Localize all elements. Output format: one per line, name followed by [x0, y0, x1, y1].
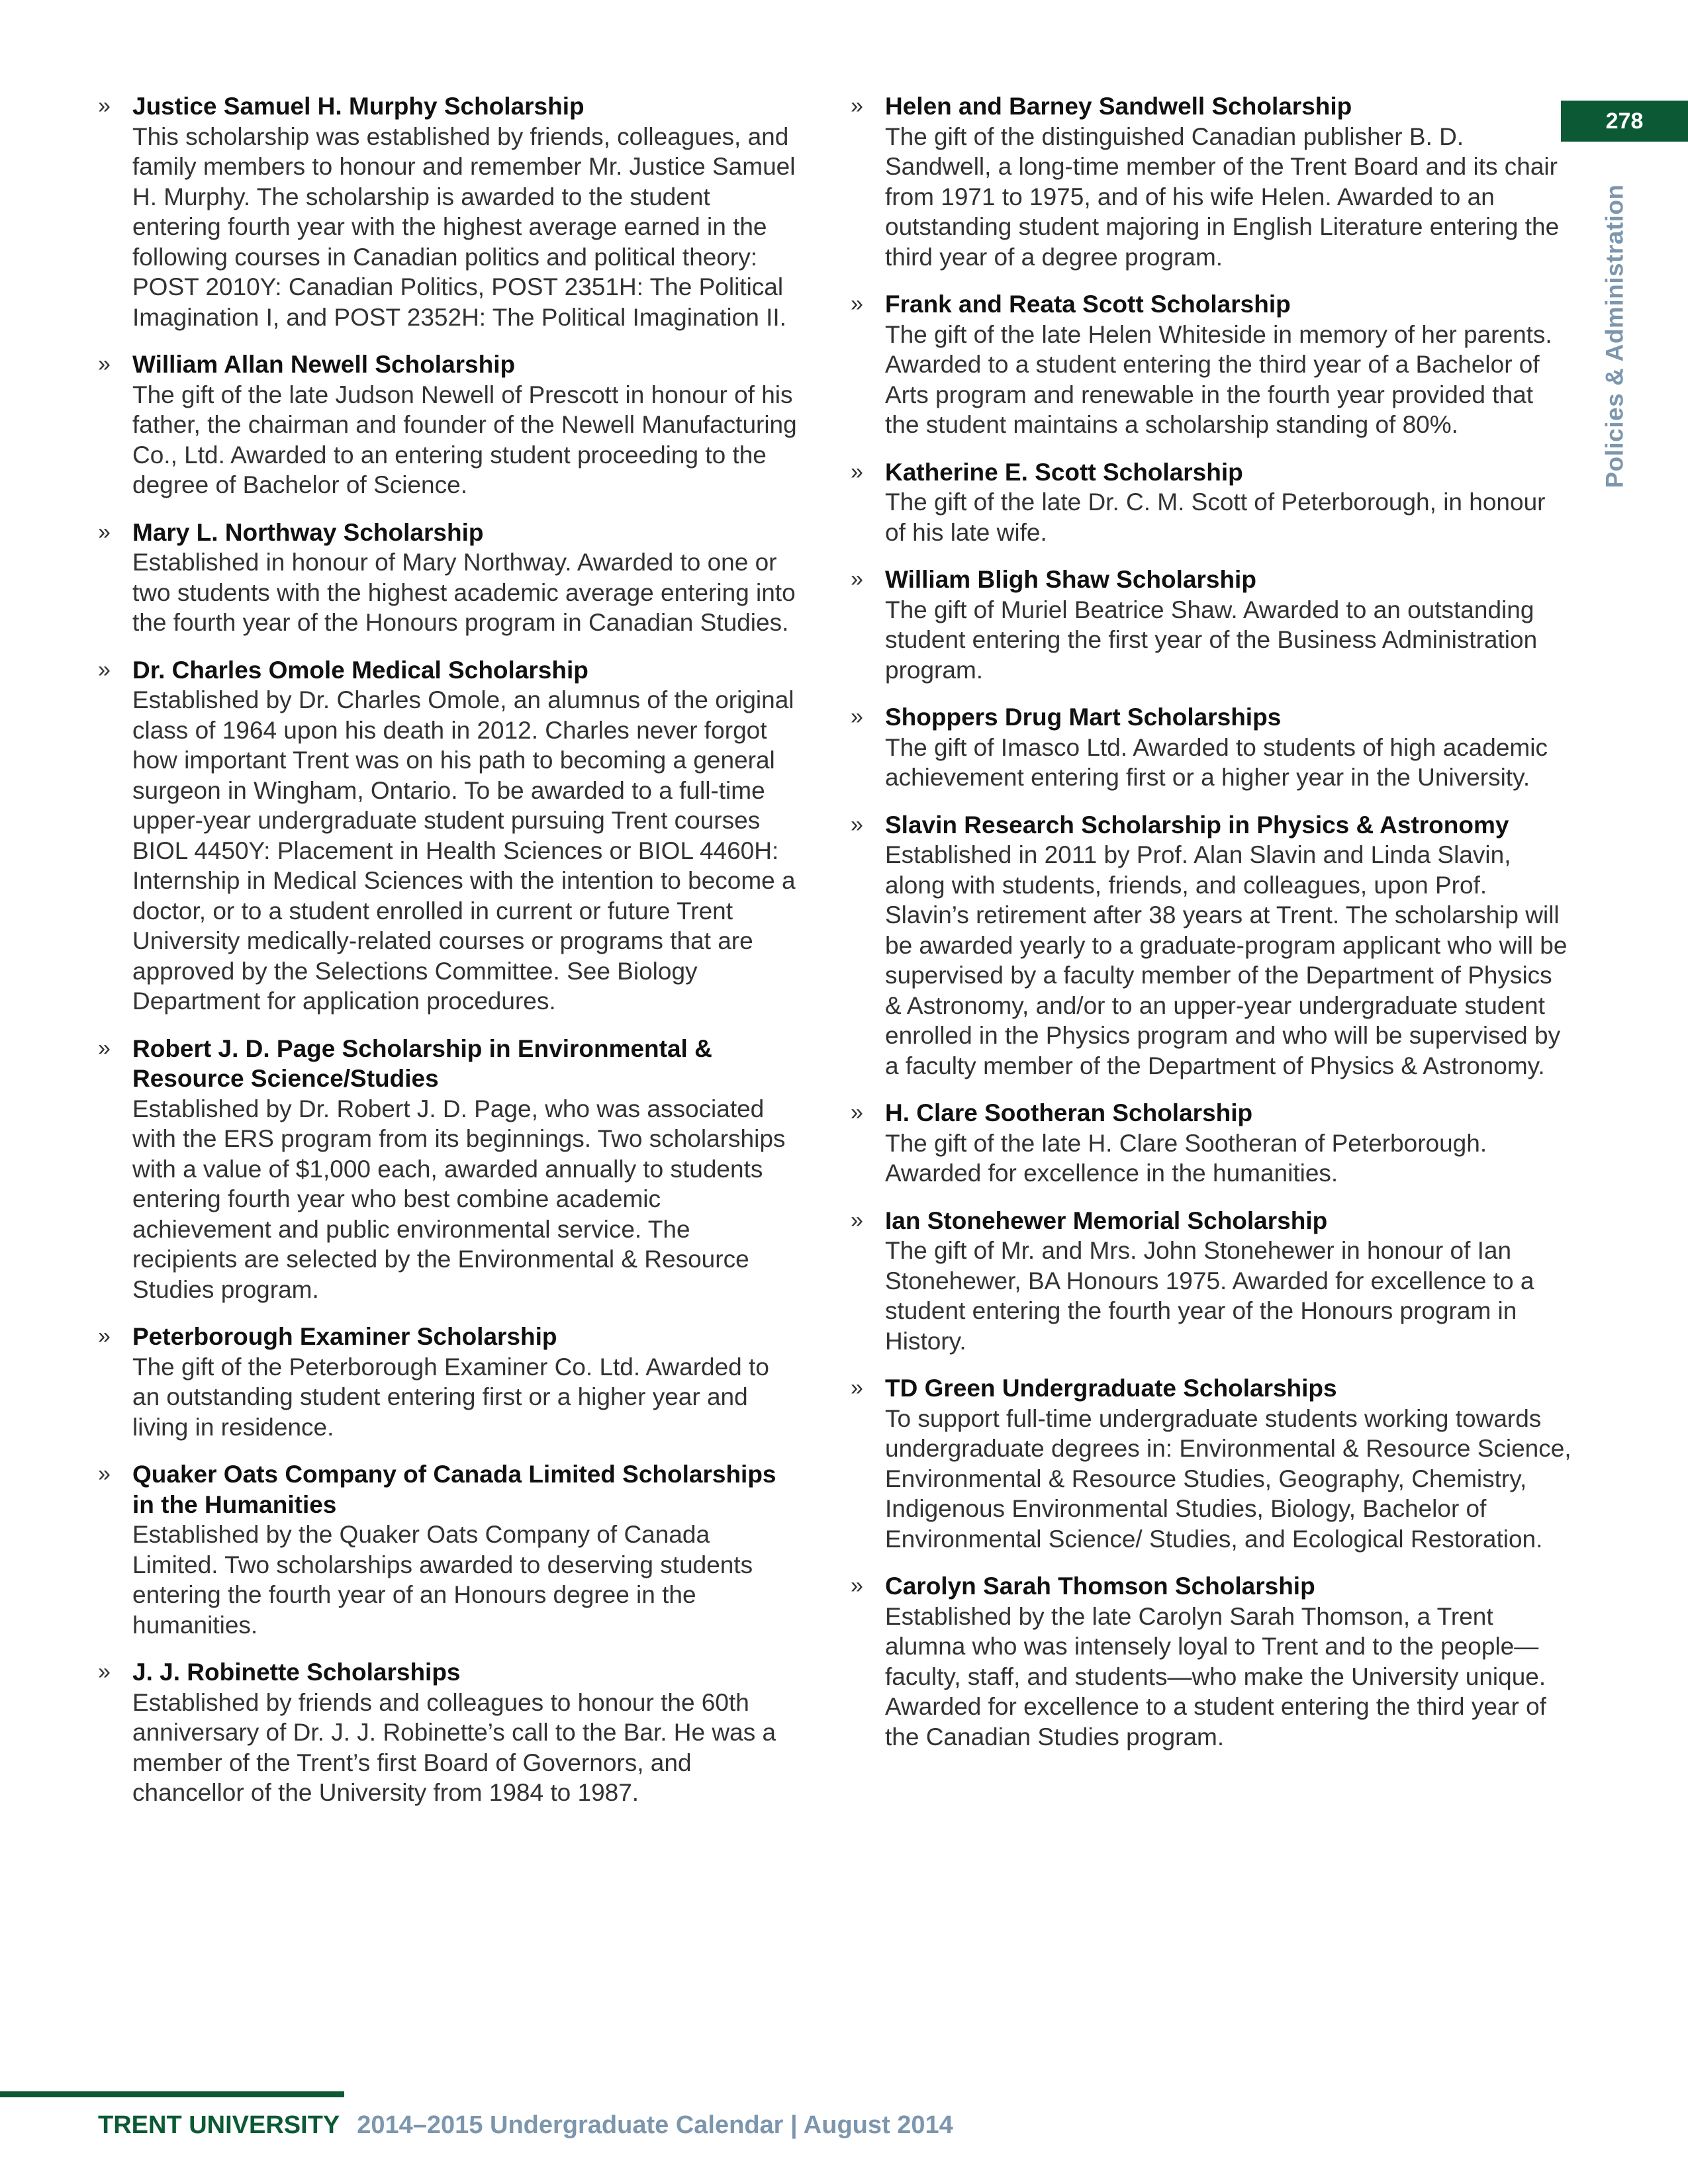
scholarship-entry: [98, 655, 800, 1017]
left-column: [98, 91, 800, 1825]
scholarship-description: The gift of Muriel Beatrice Shaw. Awarded to an outstanding student entering the first year of the Business Administration program.: [885, 596, 1538, 684]
bullet-marker: »: [851, 93, 863, 118]
scholarship-entry: [851, 810, 1572, 1081]
scholarship-title: Helen and Barney Sandwell Scholarship: [885, 93, 1352, 120]
scholarship-entry: [851, 1571, 1572, 1752]
bullet-marker: »: [98, 351, 111, 377]
bullet-marker: »: [851, 704, 863, 729]
scholarship-entry: [98, 1657, 800, 1808]
footer-rule: [0, 2091, 344, 2097]
scholarship-title: Frank and Reata Scott Scholarship: [885, 291, 1291, 318]
scholarship-entry: [851, 1098, 1572, 1189]
scholarship-entry: [98, 1034, 800, 1305]
scholarship-description: The gift of the late Helen Whiteside in memory of her parents. Awarded to a student entering the third year of a Bachelor of Arts program and renewable in the fourth year provided that the student maintains a scholarship standing of 80%.: [885, 320, 1552, 438]
scholarship-description: The gift of the distinguished Canadian publisher B. D. Sandwell, a long-time member of the Trent Board and its chair from 1971 to 1975, and of his wife Helen. Awarded to an outstanding student majoring in English Literature entering the third year of a degree program.: [885, 122, 1560, 271]
scholarship-title: Mary L. Northway Scholarship: [132, 518, 484, 546]
scholarship-title: H. Clare Sootheran Scholarship: [885, 1099, 1253, 1126]
scholarship-entry: [98, 349, 800, 500]
bullet-marker: »: [98, 1461, 111, 1486]
scholarship-description: Established in 2011 by Prof. Alan Slavin and Linda Slavin, along with students, friends, and colleagues, upon Prof. Slavin’s retirement after 38 years at Trent. The scholarship will be awarded yearly to a graduate-program applicant who will be supervised by a faculty member of the Department of Physics & Astronomy, and/or to an upper-year undergraduate student enrolled in the Physics program and who will be supervised by a faculty member of the Department of Physics & Astronomy.: [885, 841, 1568, 1079]
section-tab: [1575, 171, 1655, 502]
scholarship-description: To support full-time undergraduate students working towards undergraduate degrees in: Environmental & Resource Science, Environmental & Resource Studies, Geography, Chemistry, Indigenous Environmental Studies, Biology, Bachelor of Environmental Science/ Studies, and Ecological Restoration.: [885, 1404, 1571, 1553]
scholarship-description: This scholarship was established by friends, colleagues, and family members to honour and remember Mr. Justice Samuel H. Murphy. The scholarship is awarded to the student entering fourth year with the highest average earned in the following courses in Canadian politics and political theory: POST 2010Y: Canadian Politics, POST 2351H: The Political Imagination I, and POST 2352H: The Political Imagination II.: [132, 122, 796, 331]
bullet-marker: »: [98, 1659, 111, 1684]
scholarship-title: Shoppers Drug Mart Scholarships: [885, 704, 1282, 731]
scholarship-title: Dr. Charles Omole Medical Scholarship: [132, 656, 588, 684]
bullet-marker: »: [98, 93, 111, 118]
scholarship-entry: [851, 289, 1572, 440]
scholarship-entry: [851, 1373, 1572, 1554]
bullet-marker: »: [851, 1207, 863, 1233]
footer-calendar: 2014–2015 Undergraduate Calendar | August 2014: [357, 2111, 953, 2139]
bullet-marker: »: [851, 567, 863, 592]
bullet-marker: »: [851, 1573, 863, 1598]
bullet-marker: »: [98, 1035, 111, 1061]
bullet-marker: »: [851, 459, 863, 484]
scholarship-entry: [851, 457, 1572, 548]
scholarship-description: The gift of the late Judson Newell of Prescott in honour of his father, the chairman and founder of the Newell Manufacturing Co., Ltd. Awarded to an entering student proceeding to the degree of Bachelor of Science.: [132, 381, 797, 498]
scholarship-title: Ian Stonehewer Memorial Scholarship: [885, 1206, 1328, 1234]
scholarship-entry: [851, 91, 1572, 272]
scholarship-title: Slavin Research Scholarship in Physics & Astronomy: [885, 811, 1509, 839]
scholarship-title: J. J. Robinette Scholarships: [132, 1659, 461, 1686]
scholarship-title: Robert J. D. Page Scholarship in Environmental & Resource Science/Studies: [132, 1034, 712, 1092]
bullet-marker: »: [98, 657, 111, 682]
scholarship-entry: [851, 702, 1572, 793]
section-tab-label: Policies & Administration: [1601, 184, 1629, 488]
bullet-marker: »: [98, 1324, 111, 1349]
scholarship-title: William Allan Newell Scholarship: [132, 351, 516, 378]
right-column: [851, 91, 1572, 1769]
bullet-marker: »: [851, 291, 863, 316]
bullet-marker: »: [98, 519, 111, 545]
scholarship-description: Established by the Quaker Oats Company of Canada Limited. Two scholarships awarded to deserving students entering the fourth year of an Honours degree in the humanities.: [132, 1521, 753, 1639]
bullet-marker: »: [851, 1375, 863, 1400]
scholarship-entry: [98, 1322, 800, 1442]
scholarship-entry: [851, 1206, 1572, 1357]
scholarship-title: TD Green Undergraduate Scholarships: [885, 1375, 1337, 1402]
scholarship-title: Katherine E. Scott Scholarship: [885, 458, 1243, 486]
scholarship-description: Established by Dr. Charles Omole, an alumnus of the original class of 1964 upon his death in 2012. Charles never forgot how important Trent was on his path to becoming a general surgeon in Wingham, Ontario. To be awarded to a full-time upper-year undergraduate student pursuing Trent courses BIOL 4450Y: Placement in Health Sciences or BIOL 4460H: Internship in Medical Sciences with the intention to become a doctor, or to a student enrolled in current or future Trent University medically-related courses or programs that are approved by the Selections Committee. See Biology Department for application procedures.: [132, 686, 796, 1015]
scholarship-description: The gift of Imasco Ltd. Awarded to students of high academic achievement entering first or a higher year in the University.: [885, 733, 1548, 791]
scholarship-entry: [98, 518, 800, 638]
scholarship-description: Established by Dr. Robert J. D. Page, who was associated with the ERS program from its beginnings. Two scholarships with a value of $1,000 each, awarded annually to students entering fourth year who best combine academic achievement and public environmental service. The recipients are selected by the Environmental & Resource Studies program.: [132, 1095, 786, 1303]
scholarship-title: Quaker Oats Company of Canada Limited Scholarships in the Humanities: [132, 1461, 776, 1518]
scholarship-description: Established in honour of Mary Northway. Awarded to one or two students with the highest academic average entering into the fourth year of the Honours program in Canadian Studies.: [132, 549, 796, 636]
page-number: 278: [1561, 101, 1688, 142]
bullet-marker: »: [851, 1100, 863, 1125]
scholarship-entry: [98, 91, 800, 332]
scholarship-description: Established by friends and colleagues to honour the 60th anniversary of Dr. J. J. Robinette’s call to the Bar. He was a member of the Trent’s first Board of Governors, and chancellor of the University from 1984 to 1987.: [132, 1688, 776, 1806]
page-footer: [98, 2111, 953, 2140]
scholarship-title: William Bligh Shaw Scholarship: [885, 566, 1256, 593]
scholarship-description: The gift of the late H. Clare Sootheran of Peterborough. Awarded for excellence in the humanities.: [885, 1129, 1487, 1187]
scholarship-description: The gift of Mr. and Mrs. John Stonehewer in honour of Ian Stonehewer, BA Honours 1975. Awarded for excellence to a student entering the fourth year of the Honours program in History.: [885, 1237, 1534, 1355]
scholarship-title: Justice Samuel H. Murphy Scholarship: [132, 93, 585, 120]
footer-university: TRENT UNIVERSITY: [98, 2111, 340, 2139]
scholarship-title: Carolyn Sarah Thomson Scholarship: [885, 1572, 1315, 1600]
scholarship-description: The gift of the Peterborough Examiner Co. Ltd. Awarded to an outstanding student entering first or a higher year and living in residence.: [132, 1353, 769, 1441]
bullet-marker: »: [851, 811, 863, 837]
scholarship-title: Peterborough Examiner Scholarship: [132, 1323, 557, 1350]
scholarship-description: Established by the late Carolyn Sarah Thomson, a Trent alumna who was intensely loyal to Trent and to the people—faculty, staff, and students—who make the University unique. Awarded for excellence to a student entering the third year of the Canadian Studies program.: [885, 1602, 1546, 1751]
scholarship-entry: [98, 1459, 800, 1640]
scholarship-entry: [851, 565, 1572, 685]
scholarship-description: The gift of the late Dr. C. M. Scott of Peterborough, in honour of his late wife.: [885, 488, 1546, 546]
